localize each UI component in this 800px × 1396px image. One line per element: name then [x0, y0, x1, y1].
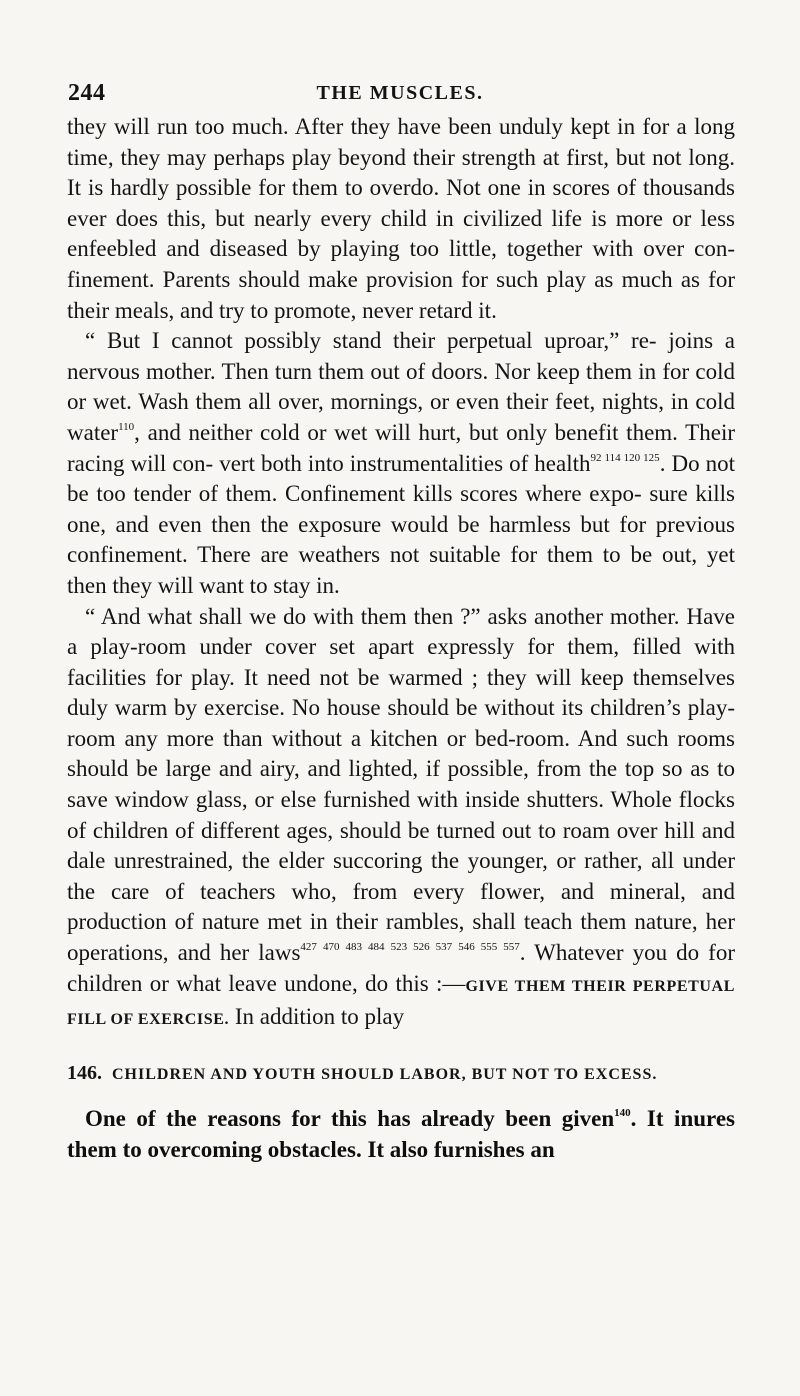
body-text: [67, 112, 735, 1166]
section-title: CHILDREN AND YOUTH SHOULD LABOR, BUT NOT TO EXCESS.: [112, 1065, 658, 1083]
emphasis-small-caps: GIVE THEM THEIR PERPETUAL FILL OF EXERCISE.: [67, 977, 735, 1029]
paragraph-2-text-b: , and neither cold or wet will hurt, but only benefit them. Their racing will con- vert both into instrumentalities of health: [67, 419, 735, 476]
paragraph-4-text-a: One of the reasons for this has already been given: [85, 1106, 615, 1132]
section-heading: [67, 1058, 735, 1091]
page-header: [68, 80, 732, 110]
paragraph-4: [67, 1104, 735, 1165]
paragraph-2-text-a: “ But I cannot possibly stand their perpetual uproar,” re- joins a nervous mother. Then turn them out of doors. Nor keep them in for cold or wet. Wash them all over, mornings, or even their feet, nights, in cold water: [67, 328, 735, 445]
paragraph-3: [67, 602, 735, 1036]
paragraph-2-text-c: . Do not be too tender of them. Confinement kills scores where expo- sure kills one, and even then the exposure would be harmless but for previous confinement. There are weathers not suitable for them to be out, yet then they will want to stay in.: [67, 450, 736, 598]
paragraph-3-text-c: In addition to play: [229, 1004, 405, 1030]
page-number: 244: [68, 80, 106, 106]
footnote-ref: 427 470 483 484 523 526 537 546 555 557: [300, 941, 520, 954]
section-number: 146.: [67, 1061, 102, 1084]
footnote-ref: 140: [614, 1107, 631, 1120]
paragraph-4-text-b: . It inures them to overcoming obstacles. It also furnishes an: [67, 1106, 735, 1162]
running-title: THE MUSCLES.: [316, 82, 484, 104]
paragraph-3-text-a: “ And what shall we do with them then ?” asks another mother. Have a play-room under cover set apart expressly for them, filled with facilities for play. It need not be warmed ; they will keep themselves duly warm by exercise. No house should be without its children’s play-room any more than without a kitchen or bed-room. And such rooms should be large and airy, and lighted, if possible, from the top so as to save window glass, or else furnished with inside shutters. Whole flocks of children of different ages, should be turned out to roam over hill and dale unrestrained, the elder succoring the younger, or rather, all under the care of teachers who, from every flower, and mineral, and production of nature met in their rambles, shall teach them nature, her operations, and her laws: [67, 603, 735, 966]
paragraph-1: they will run too much. After they have been unduly kept in for a long time, they may perhaps play beyond their strength at first, but not long. It is hardly possible for them to overdo. Not one in scores of thousands ever does this, but nearly every child in civilized life is more or less enfeebled and diseased by playing too little, together with over con- finement. Parents should make provision for such play as much as for their meals, and try to promote, never retard it.: [67, 114, 735, 323]
footnote-ref: 92 114 120 125: [590, 451, 660, 464]
footnote-ref: 110: [118, 420, 135, 433]
paragraph-2: [67, 326, 735, 601]
paragraph-3-text-b: . Whatever you do for children or what leave undone, do this :—: [67, 940, 735, 996]
